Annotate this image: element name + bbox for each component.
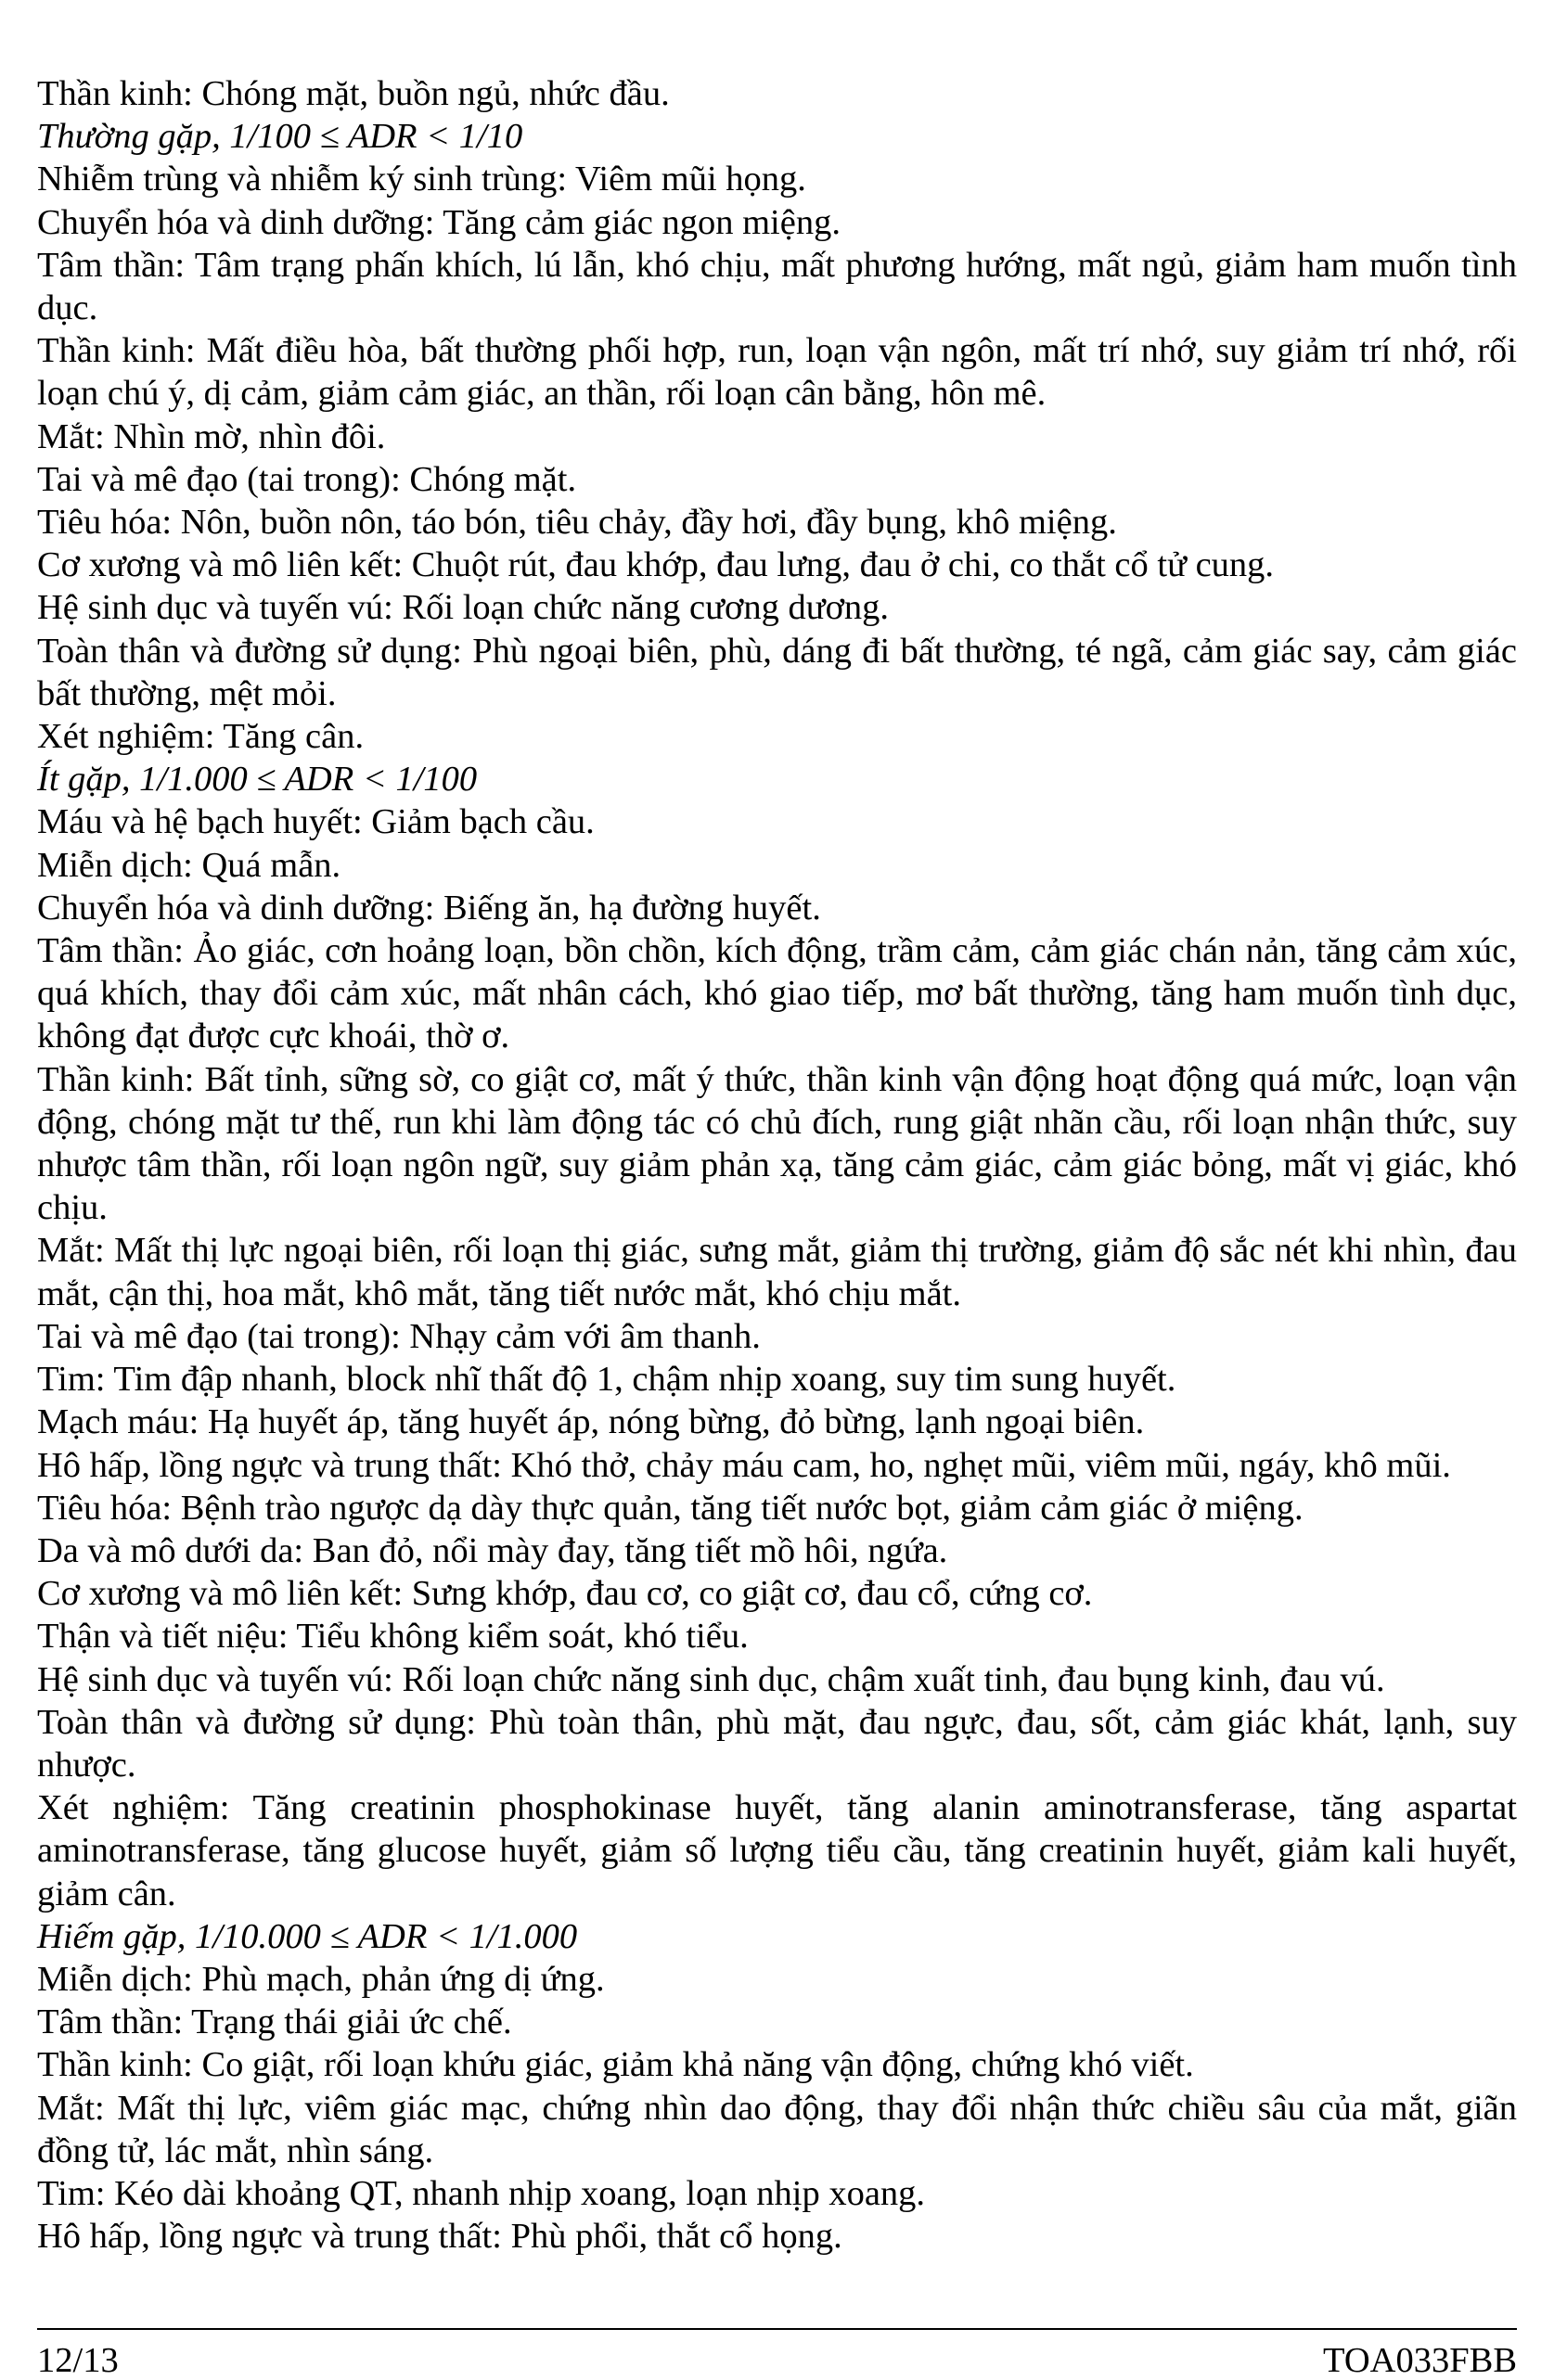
- adverse-reaction-line: Tâm thần: Tâm trạng phấn khích, lú lẫn, khó chịu, mất phương hướng, mất ngủ, giảm ham muốn tình dục.: [37, 245, 1517, 328]
- adverse-reaction-line: Hô hấp, lồng ngực và trung thất: Phù phổi, thắt cổ họng.: [37, 2217, 842, 2257]
- adverse-reaction-line: Thần kinh: Bất tỉnh, sững sờ, co giật cơ, mất ý thức, thần kinh vận động hoạt động quá mức, loạn vận động, chóng mặt tư thế, run khi làm động tác có chủ đích, rung giật nhãn cầu, rối loạn nhận thức, suy nhược tâm thần, rối loạn ngôn ngữ, suy giảm phản xạ, tăng cảm giác, cảm giác bỏng, mất vị giác, khó chịu.: [37, 1059, 1517, 1228]
- adverse-reaction-line: Thần kinh: Co giật, rối loạn khứu giác, giảm khả năng vận động, chứng khó viết.: [37, 2045, 1194, 2085]
- adverse-reaction-line: Hệ sinh dục và tuyến vú: Rối loạn chức năng cương dương.: [37, 588, 890, 628]
- adverse-reaction-line: Toàn thân và đường sử dụng: Phù toàn thân, phù mặt, đau ngực, đau, sốt, cảm giác khát, lạnh, suy nhược.: [37, 1702, 1517, 1785]
- adverse-reaction-line: Mắt: Mất thị lực ngoại biên, rối loạn thị giác, sưng mắt, giảm thị trường, giảm độ sắc nét khi nhìn, đau mắt, cận thị, hoa mắt, khô mắt, tăng tiết nước mắt, khó chịu mắt.: [37, 1231, 1517, 1313]
- adverse-reaction-line: Máu và hệ bạch huyết: Giảm bạch cầu.: [37, 802, 595, 842]
- adverse-reaction-line: Cơ xương và mô liên kết: Sưng khớp, đau cơ, co giật cơ, đau cổ, cứng cơ.: [37, 1574, 1093, 1614]
- adverse-reaction-line: Tiêu hóa: Bệnh trào ngược dạ dày thực quản, tăng tiết nước bọt, giảm cảm giác ở miệng.: [37, 1488, 1304, 1528]
- page-number: 12/13: [37, 2341, 119, 2380]
- frequency-category-heading: Thường gặp, 1/100 ≤ ADR < 1/10: [37, 117, 523, 157]
- adverse-reaction-line: Chuyển hóa và dinh dưỡng: Biếng ăn, hạ đường huyết.: [37, 888, 821, 928]
- adverse-reaction-line: Tim: Kéo dài khoảng QT, nhanh nhịp xoang, loạn nhịp xoang.: [37, 2173, 926, 2213]
- adverse-reaction-line: Nhiễm trùng và nhiễm ký sinh trùng: Viêm mũi họng.: [37, 160, 806, 199]
- adverse-reaction-line: Thần kinh: Chóng mặt, buồn ngủ, nhức đầu.: [37, 74, 670, 113]
- adverse-reaction-line: Tai và mê đạo (tai trong): Chóng mặt.: [37, 459, 577, 499]
- adverse-reaction-line: Miễn dịch: Quá mẫn.: [37, 845, 341, 885]
- adverse-reaction-line: Tim: Tim đập nhanh, block nhĩ thất độ 1, chậm nhịp xoang, suy tim sung huyết.: [37, 1360, 1176, 1400]
- adverse-reaction-line: Mắt: Mất thị lực, viêm giác mạc, chứng nhìn dao động, thay đổi nhận thức chiều sâu của mắt, giãn đồng tử, lác mắt, nhìn sáng.: [37, 2088, 1517, 2170]
- adverse-reaction-line: Hô hấp, lồng ngực và trung thất: Khó thở, chảy máu cam, ho, nghẹt mũi, viêm mũi, ngáy, khô mũi.: [37, 1445, 1451, 1485]
- adverse-reaction-line: Xét nghiệm: Tăng cân.: [37, 717, 365, 757]
- adverse-reaction-line: Mạch máu: Hạ huyết áp, tăng huyết áp, nóng bừng, đỏ bừng, lạnh ngoại biên.: [37, 1402, 1145, 1442]
- adverse-reaction-line: Chuyển hóa và dinh dưỡng: Tăng cảm giác ngon miệng.: [37, 202, 841, 242]
- document-body: [37, 72, 1517, 2258]
- document-code: TOA033FBB: [1323, 2341, 1517, 2380]
- adverse-reaction-line: Thận và tiết niệu: Tiểu không kiểm soát, khó tiểu.: [37, 1617, 749, 1657]
- footer-divider: [37, 2328, 1517, 2330]
- adverse-reaction-line: Xét nghiệm: Tăng creatinin phosphokinase huyết, tăng alanin aminotransferase, tăng aspartat aminotransferase, tăng glucose huyết, giảm số lượng tiểu cầu, tăng creatinin huyết, giảm kali huyết, giảm cân.: [37, 1788, 1517, 1913]
- adverse-reaction-line: Toàn thân và đường sử dụng: Phù ngoại biên, phù, dáng đi bất thường, té ngã, cảm giác say, cảm giác bất thường, mệt mỏi.: [37, 631, 1517, 713]
- adverse-reaction-line: Tâm thần: Ảo giác, cơn hoảng loạn, bồn chồn, kích động, trầm cảm, cảm giác chán nản, tăng cảm xúc, quá khích, thay đổi cảm xúc, mất nhân cách, khó giao tiếp, mơ bất thường, tăng ham muốn tình dục, không đạt được cực khoái, thờ ơ.: [37, 931, 1517, 1056]
- adverse-reaction-line: Da và mô dưới da: Ban đỏ, nổi mày đay, tăng tiết mồ hôi, ngứa.: [37, 1530, 948, 1570]
- adverse-reaction-line: Cơ xương và mô liên kết: Chuột rút, đau khớp, đau lưng, đau ở chi, co thắt cổ tử cung.: [37, 545, 1275, 585]
- adverse-reaction-line: Thần kinh: Mất điều hòa, bất thường phối hợp, run, loạn vận ngôn, mất trí nhớ, suy giảm trí nhớ, rối loạn chú ý, dị cảm, giảm cảm giác, an thần, rối loạn cân bằng, hôn mê.: [37, 331, 1517, 414]
- adverse-reaction-line: Tâm thần: Trạng thái giải ức chế.: [37, 2003, 512, 2042]
- frequency-category-heading: Ít gặp, 1/1.000 ≤ ADR < 1/100: [37, 760, 478, 800]
- adverse-reaction-line: Miễn dịch: Phù mạch, phản ứng dị ứng.: [37, 1959, 605, 1999]
- adverse-reaction-line: Hệ sinh dục và tuyến vú: Rối loạn chức năng sinh dục, chậm xuất tinh, đau bụng kinh, đau vú.: [37, 1659, 1385, 1699]
- adverse-reaction-line: Mắt: Nhìn mờ, nhìn đôi.: [37, 416, 386, 456]
- adverse-reaction-line: Tiêu hóa: Nôn, buồn nôn, táo bón, tiêu chảy, đầy hơi, đầy bụng, khô miệng.: [37, 503, 1117, 543]
- adverse-reaction-line: Tai và mê đạo (tai trong): Nhạy cảm với âm thanh.: [37, 1316, 761, 1356]
- frequency-category-heading: Hiếm gặp, 1/10.000 ≤ ADR < 1/1.000: [37, 1916, 578, 1956]
